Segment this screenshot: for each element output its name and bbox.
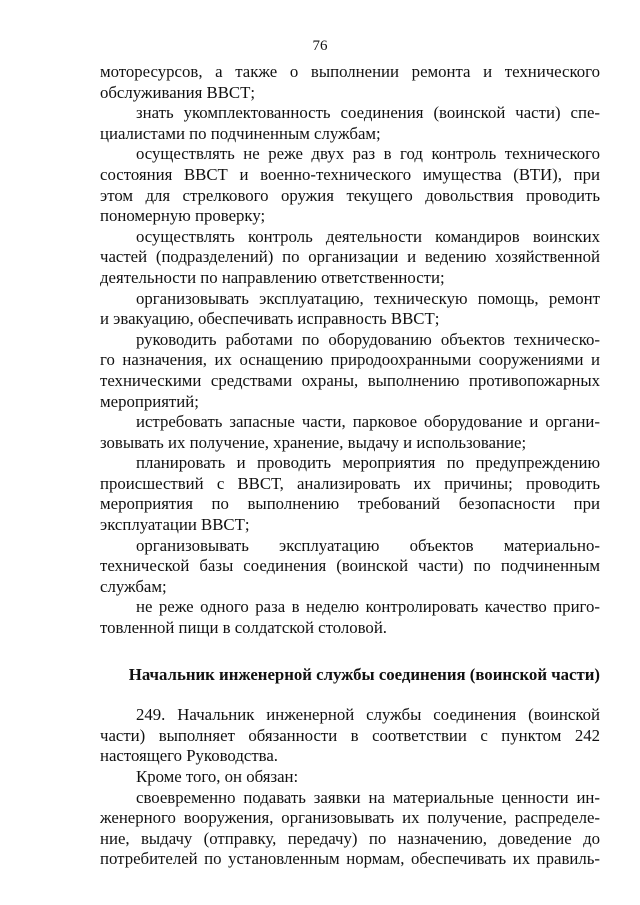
text-line: 249. Начальник инженерной службы соединения (воинской	[136, 705, 600, 725]
paragraph	[100, 767, 600, 788]
paragraph	[100, 597, 600, 638]
section-body	[100, 705, 600, 870]
paragraph	[100, 788, 600, 870]
text-line: этом для стрелкового оружия текущего довольствия проводить	[100, 185, 600, 205]
text-line: моторесурсов, а также о выполнении ремонта и технического	[100, 62, 600, 81]
text-line: технической базы соединения (воинской части) по подчиненным	[100, 556, 600, 576]
text-line: своевременно подавать заявки на материальные ценности ин-	[136, 787, 600, 807]
paragraph	[100, 144, 600, 226]
text-line: мероприятий;	[100, 391, 199, 411]
section-heading: Начальник инженерной службы соединения (воинской части)	[128, 664, 600, 684]
text-line: товленной пищи в солдатской столовой.	[100, 618, 388, 638]
text-line: руководить работами по оборудованию объектов техническо-	[136, 329, 600, 349]
text-line: организовывать эксплуатацию объектов материально-	[136, 535, 600, 555]
page-number: 76	[312, 38, 328, 54]
text-line: Кроме того, он обязан:	[136, 767, 299, 786]
paragraph	[100, 705, 600, 767]
text-line: ние, выдачу (отправку, передачу) по назначению, доведение до	[100, 828, 600, 848]
text-line: знать укомплектованность соединения (воинской части) спе-	[136, 103, 600, 123]
text-line: обслуживания ВВСТ;	[100, 82, 256, 102]
text-line: зовывать их получение, хранение, выдачу и использование;	[100, 432, 527, 452]
text-line: истребовать запасные части, парковое оборудование и органи-	[136, 412, 600, 432]
text-line: го назначения, их оснащению природоохранными сооружениями и	[100, 350, 600, 370]
paragraph	[100, 289, 600, 330]
paragraph	[100, 103, 600, 144]
text-line: техническими средствами охраны, выполнению противопожарных	[100, 370, 600, 390]
text-line: женерного вооружения, организовывать их получение, распределе-	[100, 808, 600, 828]
paragraph	[100, 330, 600, 412]
text-line: части) выполняет обязанности в соответствии с пунктом 242	[100, 725, 600, 745]
duties-list	[100, 62, 600, 639]
text-line: эксплуатации ВВСТ;	[100, 515, 250, 535]
text-line: циалистами по подчиненным службам;	[100, 123, 381, 143]
paragraph	[100, 412, 600, 453]
text-line: деятельности по направлению ответственности;	[100, 267, 445, 287]
paragraph	[100, 453, 600, 535]
paragraph	[100, 536, 600, 598]
page-content	[100, 62, 600, 870]
text-line: мероприятия по выполнению требований безопасности при	[100, 494, 600, 514]
text-line: осуществлять не реже двух раз в год контроль технического	[136, 144, 600, 164]
text-line: частей (подразделений) по организации и ведению хозяйственной	[100, 247, 600, 267]
paragraph	[100, 62, 600, 103]
paragraph	[100, 227, 600, 289]
text-line: и эвакуацию, обеспечивать исправность ВВСТ;	[100, 309, 440, 329]
text-line: службам;	[100, 576, 167, 596]
text-line: потребителей по установленным нормам, обеспечивать их правиль-	[100, 849, 600, 869]
text-line: планировать и проводить мероприятия по предупреждению	[136, 453, 600, 473]
text-line: осуществлять контроль деятельности командиров воинских	[136, 226, 600, 246]
text-line: состояния ВВСТ и военно-технического имущества (ВТИ), при	[100, 164, 600, 184]
text-line: организовывать эксплуатацию, техническую помощь, ремонт	[136, 288, 600, 308]
text-line: происшествий с ВВСТ, анализировать их причины; проводить	[100, 473, 600, 493]
text-line: настоящего Руководства.	[100, 746, 278, 766]
text-line: не реже одного раза в неделю контролировать качество приго-	[136, 597, 600, 617]
text-line: пономерную проверку;	[100, 206, 266, 226]
